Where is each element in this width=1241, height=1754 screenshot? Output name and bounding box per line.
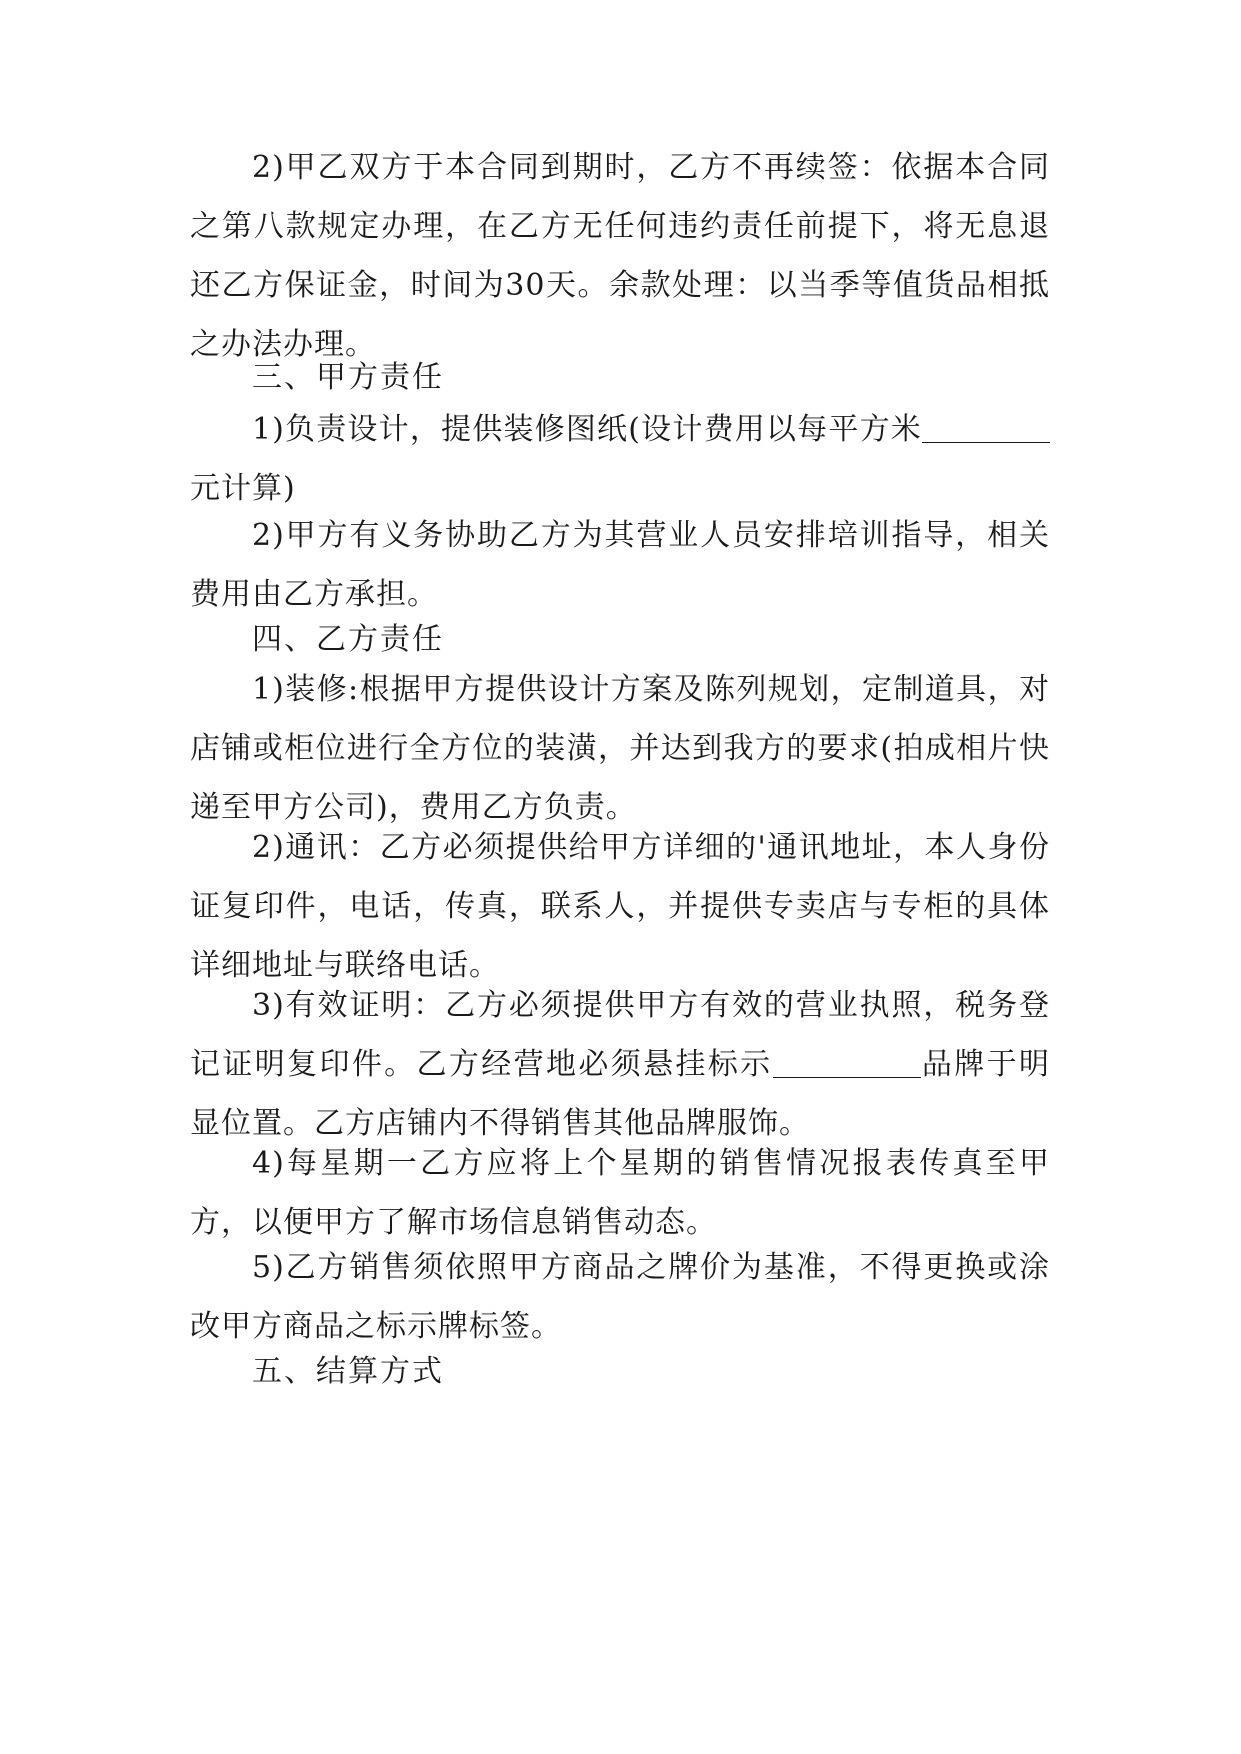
paragraph-training: 2)甲方有义务协助乙方为其营业人员安排培训指导，相关费用由乙方承担。: [190, 518, 1050, 612]
paragraph-deposit-refund: 2)甲乙双方于本合同到期时，乙方不再续签：依据本合同之第八款规定办理，在乙方无任何违约责任前提下，将无息退还乙方保证金，时间为30天。余款处理：以当季等值货品相抵之办法办理。: [190, 150, 1050, 362]
section-heading-party-b-duties: 四、乙方责任: [252, 622, 444, 657]
brand-display-text: 品牌于明显位置。乙方店铺内不得销售其他品牌服饰。: [190, 1047, 1051, 1141]
paragraph-design-drawings: [190, 400, 1050, 518]
section-heading-party-a-duties: 三、甲方责任: [252, 360, 444, 395]
paragraph-valid-certificates: [190, 976, 1050, 1153]
section-heading-settlement: 五、结算方式: [252, 1354, 444, 1389]
brand-blank-line: [773, 1047, 921, 1078]
paragraph-weekly-report: 4)每星期一乙方应将上个星期的销售情况报表传真至甲方，以便甲方了解市场信息销售动态。: [190, 1146, 1050, 1240]
design-fee-text: 1)负责设计，提供装修图纸(设计费用以每平方米: [252, 412, 922, 447]
paragraph-decoration: 1)装修:根据甲方提供设计方案及陈列规划，定制道具，对店铺或柜位进行全方位的装潢，并达到我方的要求(拍成相片快递至甲方公司)，费用乙方负责。: [190, 672, 1050, 825]
design-fee-unit-text: 元计算): [190, 471, 296, 506]
certificates-text: 3)有效证明：乙方必须提供甲方有效的营业执照，税务登记证明复印件。乙方经营地必须悬挂标示: [190, 988, 1050, 1082]
paragraph-pricing: 5)乙方销售须依照甲方商品之牌价为基准，不得更换或涂改甲方商品之标示牌标签。: [190, 1250, 1050, 1344]
paragraph-communication: 2)通讯：乙方必须提供给甲方详细的'通讯地址，本人身份证复印件，电话，传真，联系人，并提供专卖店与专柜的具体详细地址与联络电话。: [190, 830, 1050, 983]
fee-blank-line: [922, 412, 1050, 443]
document-page: [190, 0, 1050, 1754]
